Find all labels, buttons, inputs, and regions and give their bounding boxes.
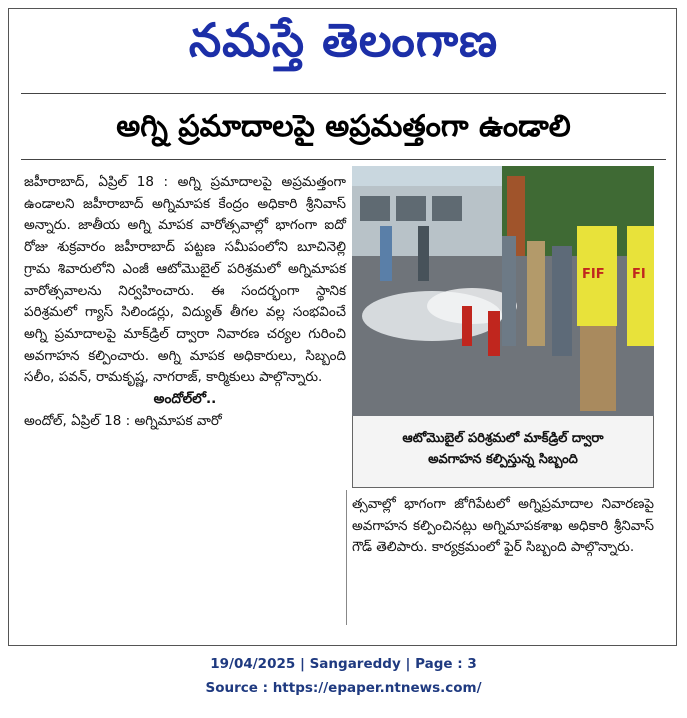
newspaper-masthead: నమస్తే తెలంగాణ [188,13,499,67]
photo-bus-window [360,196,390,221]
column-divider [346,490,347,625]
article-paragraph-andol: అందోల్, ఏప్రిల్ 18 : అగ్నిమాపక వారో [24,412,222,429]
photo-fire-extinguisher [488,311,500,356]
photo-bus-window [396,196,426,221]
photo-caption [352,416,654,488]
headline-rule [21,159,666,160]
article-paragraph-zaheerabad: జహీరాబాద్, ఏప్రిల్ 18 : అగ్ని ప్రమాదాలపై అప్రమత్తంగా ఉండాలని జహీరాబాద్ అగ్నిమాపక కేంద్రం అధికారి శ్రీనివాస్ అన్నారు. జాతీయ అగ్ని మాపక వారోత్సవాల్లో భాగంగా ఐదో రోజు శుక్రవారం జహీరాబాద్ పట్టణ సమీపంలోని బూచినెల్లి గ్రామ శివారులోని ఎంజీ ఆటోమొబైల్ పరిశ్రమలో అగ్నిమాపక వారోత్సవాలను నిర్వహించారు. ఈ సందర్భంగా స్థానిక పరిశ్రమలో గ్యాస్ సిలిండర్లు, విద్యుత్ తీగల వల్ల సంభవించే అగ్ని ప్రమాదాలపై మాక్‌డ్రిల్ ద్వారా నివారణ చర్యల గురించి అవగాహన కల్పించారు. అగ్ని మాపక అధికారులు, సిబ్బంది సలీం, పవన్, రామకృష్ణ, నాగరాజ్, కార్మికులు పాల్గొన్నారు. [24,174,346,386]
footer-source-line: Source : https://epaper.ntnews.com/ [205,680,482,696]
photo-person [418,226,429,281]
footer-date-line: 19/04/2025 | Sangareddy | Page : 3 [210,656,477,672]
photo-officer-vest [627,226,654,346]
photo-vest-text: FIF [582,267,605,282]
right-column [352,494,654,559]
photo-person [502,236,516,346]
photo-vest-text: FI [632,267,646,282]
photo-person [527,241,545,346]
photo-fire-extinguisher [462,306,472,346]
caption-line: అవగాహన కల్పిస్తున్న సిబ్బంది [428,452,578,467]
photo-person [552,246,572,356]
masthead-rule [21,93,666,94]
news-photo [352,166,654,416]
article-paragraph-jogipet: త్సవాల్లో భాగంగా జోగిపేటలో అగ్నిప్రమాదాల నివారణపై అవగాహన కల్పించినట్లు అగ్నిమాపకశాఖ అధికారి శ్రీనివాస్ గౌడ్ తెలిపారు. కార్యక్రమంలో ఫైర్ సిబ్బంది పాల్గొన్నారు. [352,496,654,556]
section-subhead: అందోల్‌లో.. [153,391,217,408]
article-headline: అగ్ని ప్రమాదాలపై అప్రమత్తంగా ఉండాలి [116,109,571,144]
photo-officer-trousers [580,326,616,411]
left-column [24,172,346,432]
caption-line: ఆటోమొబైల్ పరిశ్రమలో మాక్‌డ్రిల్ ద్వారా [402,431,604,446]
photo-bus-window [432,196,462,221]
photo-person [380,226,392,281]
